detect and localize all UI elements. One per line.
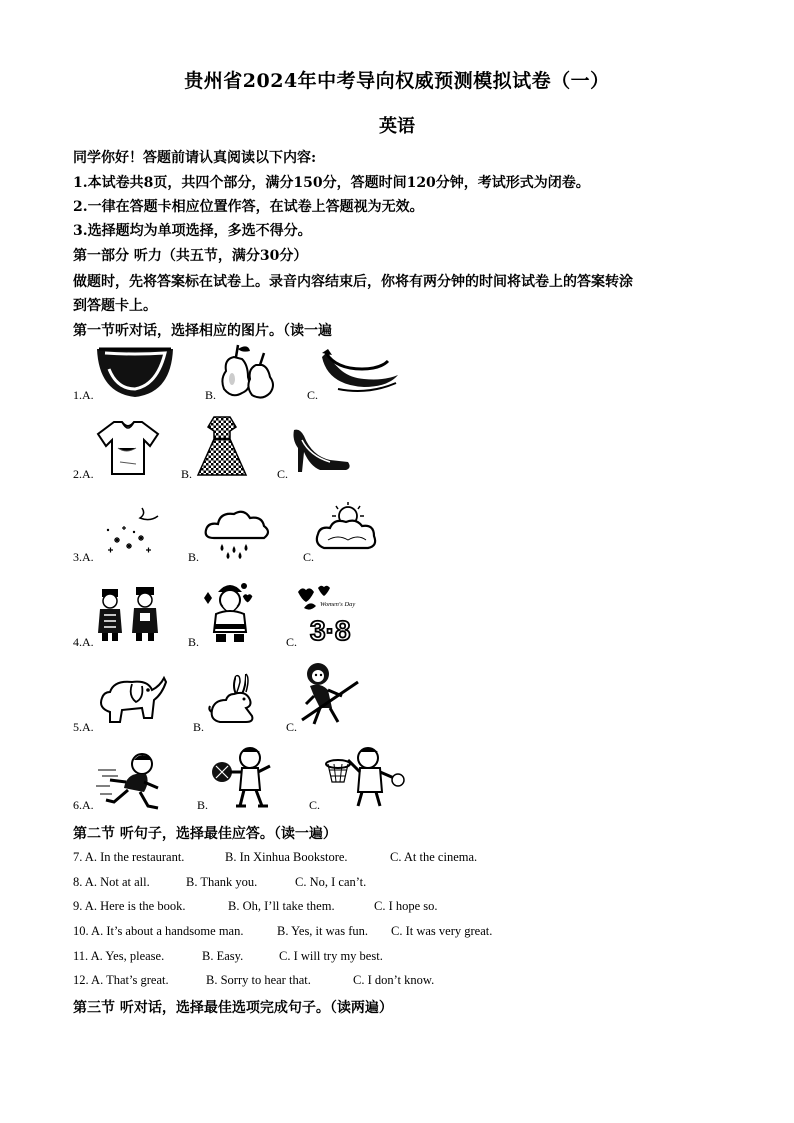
dress-icon xyxy=(196,413,248,479)
q12-option-b: B. Sorry to hear that. xyxy=(206,973,311,987)
tshirt-icon xyxy=(96,418,160,478)
sun-cloud-icon xyxy=(314,500,378,558)
question-9 xyxy=(73,899,438,914)
q5-label-b: B. xyxy=(193,720,205,734)
womens-day-icon xyxy=(296,582,366,644)
high-heel-shoe-icon xyxy=(290,426,352,474)
q4-label-a: 4.A. xyxy=(73,635,94,649)
greeting: 同学你好！答题前请认真阅读以下内容: xyxy=(73,150,317,166)
q1-label-b: B. xyxy=(205,388,217,402)
q7-option-c: C. At the cinema. xyxy=(390,850,478,864)
snow-icon xyxy=(100,504,160,556)
q3-label-a: 3.A. xyxy=(73,550,94,564)
q11-option-a: 11. A. Yes, please. xyxy=(73,949,165,963)
q12-option-a: 12. A. That’s great. xyxy=(73,973,169,987)
q11-option-c: C. I will try my best. xyxy=(279,949,383,963)
q3-label-b: B. xyxy=(188,550,200,564)
rule-2: 2.一律在答题卡相应位置作答，在试卷上答题视为无效。 xyxy=(73,199,424,215)
santa-icon xyxy=(200,578,260,644)
monkey-icon xyxy=(298,660,362,726)
rule-3: 3.选择题均为单项选择，多选不得分。 xyxy=(73,223,312,239)
q1-label-c: C. xyxy=(307,388,319,402)
q8-option-a: 8. A. Not at all. xyxy=(73,875,150,889)
spring-festival-kids-icon xyxy=(96,585,166,645)
womens-day-caption: Women's Day xyxy=(320,601,356,608)
q2-label-a: 2.A. xyxy=(73,467,94,481)
q7-option-a: 7. A. In the restaurant. xyxy=(73,850,185,864)
q11-option-b: B. Easy. xyxy=(202,949,244,963)
part1-heading: 第一部分 听力（共五节，满分30分） xyxy=(73,248,308,264)
q6-label-c: C. xyxy=(309,798,321,812)
watermelon-icon xyxy=(95,345,175,400)
q9-option-b: B. Oh, I’ll take them. xyxy=(228,899,335,913)
q8-option-c: C. No, I can’t. xyxy=(295,875,367,889)
rule-1: 1.本试卷共8页，共四个部分，满分150分，答题时间120分钟，考试形式为闭卷。 xyxy=(73,175,590,191)
q5-label-a: 5.A. xyxy=(73,720,94,734)
question-10 xyxy=(73,924,492,939)
q4-label-c: C. xyxy=(286,635,298,649)
q8-option-b: B. Thank you. xyxy=(186,875,258,889)
q12-option-c: C. I don’t know. xyxy=(353,973,435,987)
q10-option-b: B. Yes, it was fun. xyxy=(277,924,368,938)
svg-text:3·8: 3·8 xyxy=(310,615,351,646)
q2-label-b: B. xyxy=(181,467,193,481)
basketball-boy-icon xyxy=(322,746,406,810)
page-title: 贵州省2024年中考导向权威预测模拟试卷（一） xyxy=(184,70,610,92)
section2-heading: 第二节 听句子，选择最佳应答。（读一遍） xyxy=(73,826,337,842)
bananas-icon xyxy=(318,347,400,395)
pears-icon xyxy=(218,343,278,401)
instruction-line-2: 到答题卡上。 xyxy=(73,298,157,314)
q7-option-b: B. In Xinhua Bookstore. xyxy=(225,850,348,864)
q5-label-c: C. xyxy=(286,720,298,734)
q3-label-c: C. xyxy=(303,550,315,564)
question-7 xyxy=(73,850,477,865)
instruction-line-1: 做题时，先将答案标在试卷上。录音内容结束后，你将有两分钟的时间将试卷上的答案转涂 xyxy=(73,274,633,290)
q9-option-a: 9. A. Here is the book. xyxy=(73,899,186,913)
rabbit-icon xyxy=(206,672,262,728)
q1-label-a: 1.A. xyxy=(73,388,94,402)
elephant-icon xyxy=(94,672,168,728)
volleyball-boy-icon xyxy=(210,746,274,810)
section3-heading: 第三节 听对话，选择最佳选项完成句子。（读两遍） xyxy=(73,1000,393,1016)
q4-label-b: B. xyxy=(188,635,200,649)
running-boy-icon xyxy=(96,752,176,812)
q6-label-b: B. xyxy=(197,798,209,812)
q6-label-a: 6.A. xyxy=(73,798,94,812)
question-12 xyxy=(73,973,434,988)
section1-heading: 第一节听对话，选择相应的图片。（读一遍 xyxy=(73,323,332,339)
question-11 xyxy=(73,949,383,964)
q9-option-c: C. I hope so. xyxy=(374,899,438,913)
q2-label-c: C. xyxy=(277,467,289,481)
q10-option-a: 10. A. It’s about a handsome man. xyxy=(73,924,244,938)
question-8 xyxy=(73,875,366,890)
subject-title: 英语 xyxy=(379,116,415,137)
q10-option-c: C. It was very great. xyxy=(391,924,493,938)
rain-cloud-icon xyxy=(202,508,272,560)
